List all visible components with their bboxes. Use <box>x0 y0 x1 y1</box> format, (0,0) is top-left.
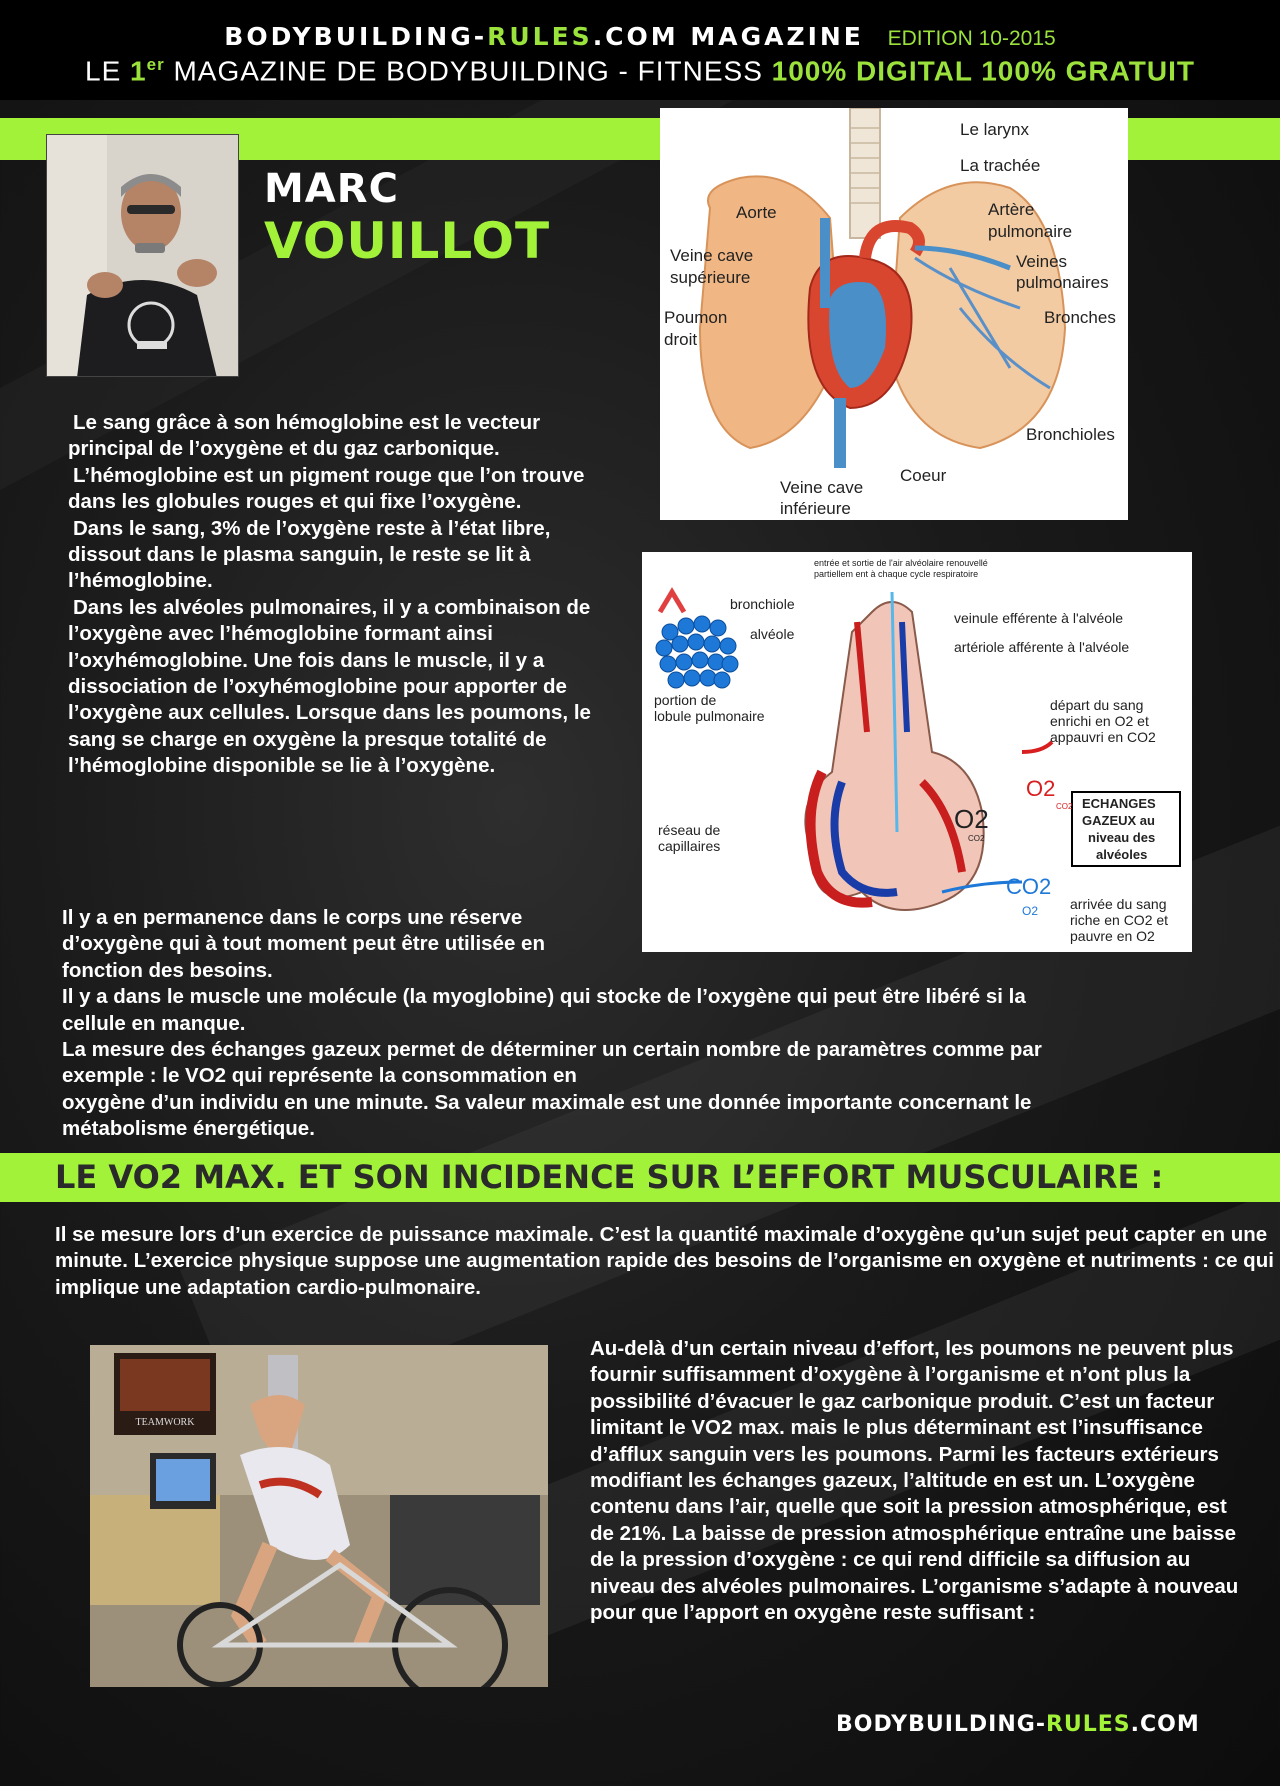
paragraph-line: métabolisme énergétique. <box>62 1117 315 1141</box>
label-depart-3: appauvri en CO2 <box>1050 729 1156 745</box>
label-arrivee-3: pauvre en O2 <box>1070 928 1155 944</box>
magazine-title: BODYBUILDING-RULES.COM MAGAZINE EDITION 10-2015 <box>224 22 1056 51</box>
label-bronchioles: Bronchioles <box>1026 425 1115 444</box>
alveoli-diagram-labels <box>642 552 1192 952</box>
paragraph-line: oxygène d’un individu en une minute. Sa valeur maximale est une donnée importante concernant le <box>62 1090 1032 1114</box>
label-portion-2: lobule pulmonaire <box>654 708 765 724</box>
label-bronchiole: bronchiole <box>730 596 795 612</box>
label-box-2: GAZEUX au <box>1082 813 1155 828</box>
label-arrivee-2: riche en CO2 et <box>1070 912 1169 928</box>
label-o2-small: CO2 <box>968 834 985 843</box>
magazine-tagline: LE 1er MAGAZINE DE BODYBUILDING - FITNESS 100% DIGITAL 100% GRATUIT <box>85 55 1195 87</box>
label-right-lung-2: droit <box>664 330 698 349</box>
label-o2-arrow: O2 <box>1026 776 1056 801</box>
poster-caption: TEAMWORK <box>135 1417 195 1428</box>
label-co2-sub: O2 <box>1022 904 1039 918</box>
label-veinule: veinule efférente à l'alvéole <box>954 610 1123 626</box>
label-superior-vena-cava-1: Veine cave <box>670 246 754 265</box>
paragraph-line: Il y a dans le muscle une molécule (la myoglobine) qui stocke de l’oxygène qui peut être libéré si la <box>62 985 1026 1009</box>
edition-label: EDITION 10-2015 <box>887 27 1056 50</box>
magazine-header <box>0 0 1280 100</box>
label-arrivee-1: arrivée du sang <box>1070 896 1167 912</box>
label-aorta: Aorte <box>736 203 777 222</box>
label-reseau-2: capillaires <box>658 838 721 854</box>
paragraph-line: La mesure des échanges gazeux permet de déterminer un certain nombre de paramètres comme par <box>62 1038 1042 1062</box>
paragraph-line: L’hémoglobine est un pigment rouge que l’on trouve dans les globules rouges et qui fixe l’oxygène. <box>68 463 585 514</box>
author-last-name: VOUILLOT <box>264 212 551 270</box>
label-box-4: alvéoles <box>1096 847 1148 862</box>
label-box-3: niveau des <box>1088 830 1156 845</box>
respiratory-diagram-labels <box>660 108 1128 520</box>
label-o2-big: O2 <box>954 804 989 834</box>
paragraph-line: d’oxygène qui à tout moment peut être utilisée en <box>62 932 545 956</box>
article-paragraph-2 <box>62 905 1212 1143</box>
paragraph-line: Dans le sang, 3% de l’oxygène reste à l’état libre, dissout dans le plasma sanguin, le reste se lit à l’hémoglobine. <box>68 516 551 593</box>
paragraph-line: Dans les alvéoles pulmonaires, il y a combinaison de l’oxygène avec l’hémoglobine formant ainsi l’oxyhémoglobine. Une fois dans le muscle, il y a dissociation de l’oxyhémoglobine pour apporter de l’oxygène aux cellules. Lorsque dans les poumons, le sang se charge en oxygène la presque totalité de l’hémoglobine disponible se lie à l’oxygène. <box>68 595 591 778</box>
label-pulmonary-veins-1: Veines <box>1016 252 1068 271</box>
article-paragraph-4: Au-delà d’un certain niveau d’effort, les poumons ne peuvent plus fournir suffisamment d’oxygène à l’organisme et n’ont plus la possibilité d’évacuer le gaz carbonique produit. C’est un facteur limitant le VO2 max. mais le plus déterminant est l’insuffisance d’afflux sanguin vers les poumons. Parmi les facteurs extérieurs modifiant les échanges gazeux, l’altitude en est un. L’oxygène contenu dans l’air, quelle que soit la pression atmosphérique, est de 21%. La baisse de pression atmosphérique entraîne une baisse de la pression d’oxygène : ce qui rend difficile sa diffusion au niveau des alvéoles pulmonaires. L’organisme s’adapte à nouveau pour que l’apport en oxygène reste suffisant : <box>590 1337 1239 1625</box>
paragraph-line: Le sang grâce à son hémoglobine est le vecteur principal de l’oxygène et du gaz carbonique. <box>68 411 541 461</box>
label-heart: Coeur <box>900 466 947 485</box>
paragraph-line: Il y a en permanence dans le corps une réserve <box>62 906 523 929</box>
label-inferior-vena-cava-2: inférieure <box>780 499 851 518</box>
label-inferior-vena-cava-1: Veine cave <box>780 478 864 497</box>
paragraph-line: fonction des besoins. <box>62 958 273 982</box>
label-box-1: ECHANGES <box>1082 796 1156 811</box>
footer-website: BODYBUILDING-RULES.COM <box>836 1712 1200 1737</box>
label-depart-1: départ du sang <box>1050 697 1144 713</box>
label-reseau-1: réseau de <box>658 822 721 838</box>
label-right-lung-1: Poumon <box>664 308 728 327</box>
label-pulmonary-artery-1: Artère <box>988 200 1035 219</box>
label-pulmonary-veins-2: pulmonaires <box>1016 273 1109 292</box>
vo2-test-photo <box>90 1345 548 1687</box>
article-paragraph-3: Il se mesure lors d’un exercice de puissance maximale. C’est la quantité maximale d’oxygène qu’un sujet peut capter en une minute. L’exercice physique suppose une augmentation rapide des besoins de l’organisme en oxygène et nutriments : ce qui implique une adaptation cardio-pulmonaire. <box>55 1223 1274 1299</box>
label-alveole: alvéole <box>750 626 795 642</box>
paragraph-line: exemple : le VO2 qui représente la consommation en <box>62 1064 577 1088</box>
label-larynx: Le larynx <box>960 120 1029 139</box>
label-pulmonary-artery-2: pulmonaire <box>988 222 1073 241</box>
label-o2-arrow-sub: CO2 <box>1056 802 1073 811</box>
label-arteriole: artériole afférente à l'alvéole <box>954 639 1130 655</box>
paragraph-line: cellule en manque. <box>62 1011 246 1035</box>
label-depart-2: enrichi en O2 et <box>1050 713 1149 729</box>
label-superior-vena-cava-2: supérieure <box>670 268 751 287</box>
section-title: LE VO2 MAX. ET SON INCIDENCE SUR L’EFFORT MUSCULAIRE : <box>55 1158 1164 1196</box>
author-photo <box>46 134 239 377</box>
label-bronchi: Bronches <box>1044 308 1116 327</box>
label-trachea: La trachée <box>960 156 1041 175</box>
label-airflow-1: entrée et sortie de l'air alvéolaire renouvellé <box>814 558 988 568</box>
article-paragraph-1 <box>68 410 628 780</box>
author-first-name: MARC <box>264 166 399 212</box>
label-portion-1: portion de <box>654 692 717 708</box>
label-airflow-2: partiellem ent à chaque cycle respiratoire <box>814 569 979 579</box>
label-co2-big: CO2 <box>1006 874 1052 899</box>
